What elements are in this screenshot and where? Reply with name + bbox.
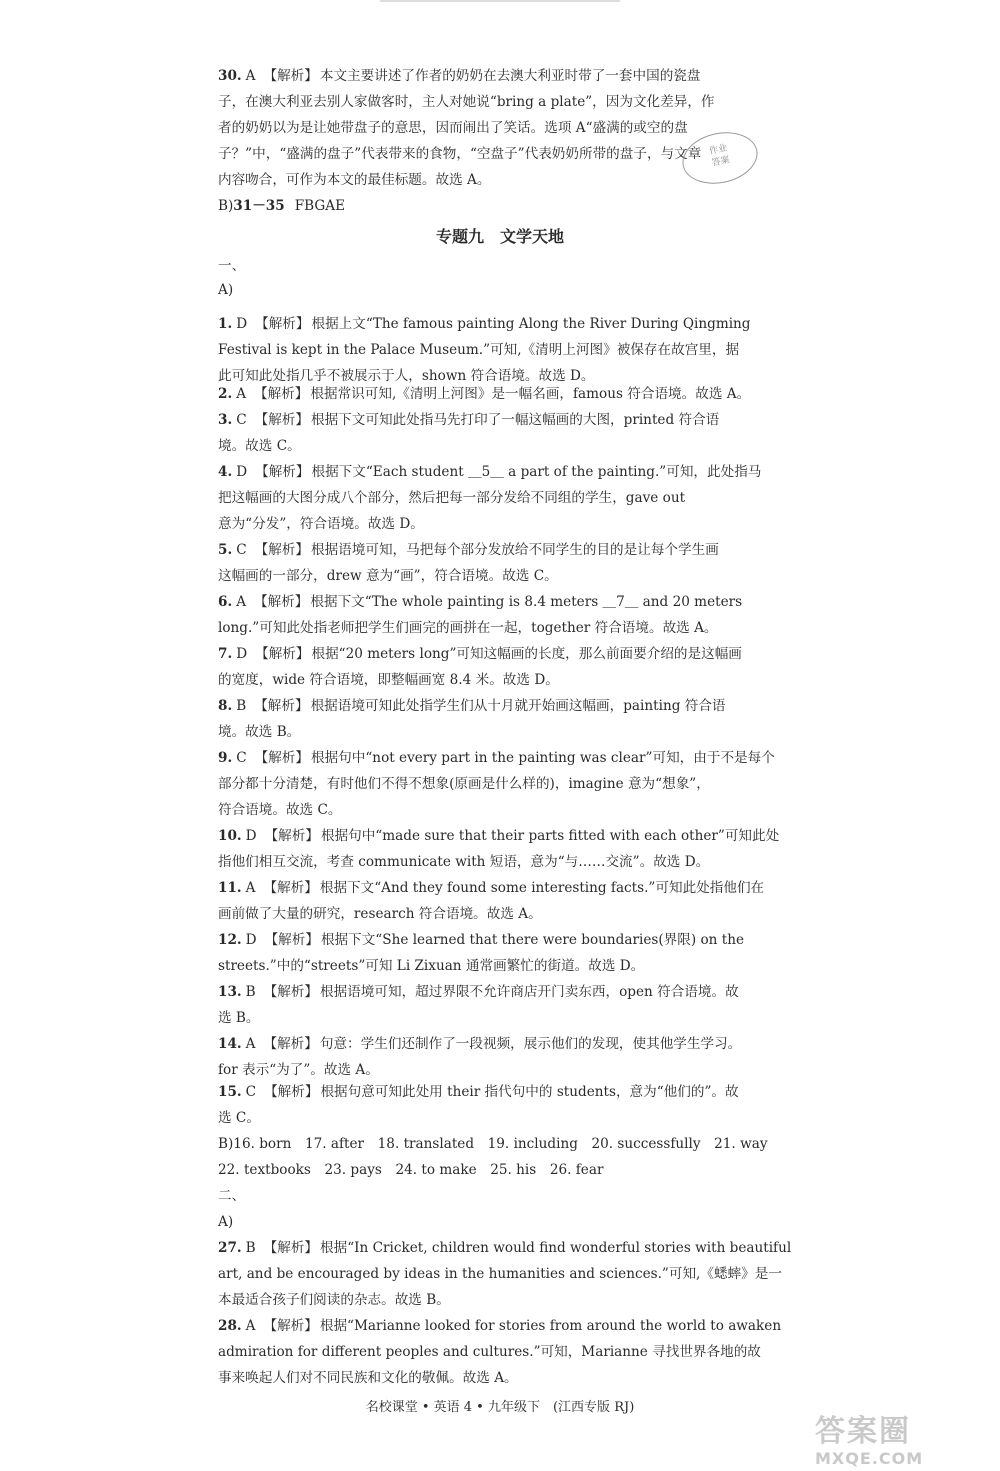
item-continuation-line <box>218 904 808 924</box>
item-continuation-line <box>218 800 808 820</box>
line-text: 者的奶奶以为是让她带盘子的意思，因而闹出了笑话。选项 A“盛满的或空的盘 <box>218 120 688 136</box>
item-continuation-line <box>218 956 808 976</box>
item-answer: D <box>236 646 248 662</box>
analysis-tag: 【解析】 <box>263 1318 318 1334</box>
item-first-line <box>218 748 808 768</box>
line-text: 根据语境可知，马把每个部分发放给不同学生的目的是让每个学生画 <box>310 542 719 558</box>
top-divider <box>380 0 620 2</box>
text-line <box>218 66 808 86</box>
line-text: for 表示“为了”。故选 A。 <box>218 1062 379 1078</box>
item-number: 15. <box>218 1084 242 1100</box>
item-first-line <box>218 1082 808 1102</box>
item-answer: B <box>236 698 247 714</box>
b-answer-31-35 <box>218 196 808 216</box>
item-continuation-line <box>218 670 808 690</box>
item-number: 3. <box>218 412 233 428</box>
analysis-tag: 【解析】 <box>254 542 309 558</box>
line-text: 事来唤起人们对不同民族和文化的敬佩。故选 A。 <box>218 1370 518 1386</box>
item-number: 11. <box>218 880 242 896</box>
analysis-tag: 【解析】 <box>263 984 319 1000</box>
watermark-logo <box>815 1415 985 1471</box>
line-text: 句意：学生们还制作了一段视频，展示他们的发现，使其他学生学习。 <box>319 1036 742 1052</box>
line-text: 部分都十分清楚，有时他们不得不想象(原画是什么样的)，imagine 意为“想象”， <box>218 776 710 792</box>
line-text: 根据下文可知此处指马先打印了一幅这幅画的大图，printed 符合语 <box>310 412 720 428</box>
part-one-heading: 一、 <box>218 258 246 274</box>
item-answer: D <box>245 828 257 844</box>
item-continuation-line <box>218 488 808 508</box>
watermark-url: MXQE.COM <box>815 1449 924 1468</box>
line-text: 符合语境。故选 C。 <box>218 802 342 818</box>
item-continuation-line <box>218 436 808 456</box>
line-text: 境。故选 C。 <box>218 438 301 454</box>
item-answer: A <box>245 68 256 84</box>
item-answer: D <box>245 932 257 948</box>
line-text: 根据“In Cricket, children would find wonderful stories with beautiful <box>320 1240 792 1256</box>
item-number: 6. <box>218 594 233 610</box>
line-text: 根据语境可知此处指学生们从十月就开始画这幅画，painting 符合语 <box>310 698 726 714</box>
item-first-line <box>218 696 808 716</box>
line-text: 这幅画的一部分，drew 意为“画”，符合语境。故选 C。 <box>218 568 558 584</box>
stamp-text-1: 作业 <box>708 143 729 157</box>
item-continuation-line <box>218 1290 808 1310</box>
line-text: 选 B。 <box>218 1010 260 1026</box>
item-answer: D <box>236 464 248 480</box>
analysis-tag: 【解析】 <box>264 932 319 948</box>
item-first-line <box>218 462 808 482</box>
analysis-tag: 【解析】 <box>254 594 309 610</box>
line-text: 子，在澳大利亚去别人家做客时，主人对她说“bring a plate”，因为文化差异，作 <box>218 94 715 110</box>
item-continuation-line <box>218 1060 808 1080</box>
item-first-line <box>218 314 808 334</box>
analysis-tag: 【解析】 <box>255 316 310 332</box>
stamp-text-2: 答案 <box>710 155 731 169</box>
line-text: 根据常识可知,《清明上河图》是一幅名画，famous 符合语境。故选 A。 <box>310 386 751 402</box>
item-continuation-line <box>218 1008 808 1028</box>
item-continuation-line <box>218 1342 808 1362</box>
item-number: 4. <box>218 464 233 480</box>
item-number: 9. <box>218 750 233 766</box>
line-text: 根据语境可知，超过界限不允许商店开门卖东西，open 符合语境。故 <box>320 984 739 1000</box>
item-answer: C <box>236 412 247 428</box>
item-continuation-line <box>218 774 808 794</box>
page-footer: 名校课堂 • 英语 4 • 九年级下 (江西专版 RJ) <box>365 1400 635 1415</box>
item-number: 1. <box>218 316 233 332</box>
item-answer: C <box>236 750 247 766</box>
line-text: 根据“Marianne looked for stories from around the world to awaken <box>319 1318 782 1334</box>
analysis-tag: 【解析】 <box>254 386 309 402</box>
item-first-line <box>218 540 808 560</box>
item-first-line <box>218 410 808 430</box>
line-text: 根据句意可知此处用 their 指代句中的 students，意为“他们的”。故 <box>320 1084 739 1100</box>
item-first-line <box>218 644 808 664</box>
part-two-heading: 二、 <box>218 1188 246 1204</box>
item-continuation-line <box>218 1108 808 1128</box>
item-answer: A <box>245 1318 256 1334</box>
line-text: 境。故选 B。 <box>218 724 301 740</box>
item-number: 13. <box>218 984 242 1000</box>
line-text: 本最适合孩子们阅读的杂志。故选 B。 <box>218 1292 450 1308</box>
item-first-line <box>218 878 808 898</box>
line-text: 意为“分发”，符合语境。故选 D。 <box>218 516 424 532</box>
line-text: 根据下文“She learned that there were boundaries(界限) on the <box>320 932 744 948</box>
line-text: 画前做了大量的研究，research 符合语境。故选 A。 <box>218 906 542 922</box>
line-text: streets.”中的“streets”可知 Li Zixuan 通常画繁忙的街道。故选 D。 <box>218 958 645 974</box>
item-number: 10. <box>218 828 242 844</box>
item-first-line <box>218 1238 808 1258</box>
b-answers-22-26: 22. textbooks 23. pays 24. to make 25. his 26. fear <box>218 1162 604 1178</box>
analysis-tag: 【解析】 <box>255 464 310 480</box>
item-first-line <box>218 930 808 950</box>
item-continuation-line <box>218 722 808 742</box>
item-first-line <box>218 1034 808 1054</box>
line-text: 根据下文“And they found some interesting facts.”可知此处指他们在 <box>319 880 765 896</box>
item-first-line <box>218 1316 808 1336</box>
item-number: 7. <box>218 646 233 662</box>
line-text: art, and be encouraged by ideas in the humanities and sciences.”可知,《蟋蟀》是一 <box>218 1266 782 1282</box>
item-answer: A <box>245 1036 256 1052</box>
analysis-tag: 【解析】 <box>255 646 310 662</box>
line-text: long.”可知此处指老师把学生们画完的画拼在一起，together 符合语境。故选 A。 <box>218 620 718 636</box>
line-text: 选 C。 <box>218 1110 260 1126</box>
item-continuation-line <box>218 852 808 872</box>
line-text: 本文主要讲述了作者的奶奶在去澳大利亚时带了一套中国的瓷盘 <box>319 68 701 84</box>
part-two-a: A) <box>218 1214 234 1230</box>
line-text: 子？”中，“盛满的盘子”代表带来的食物，“空盘子”代表奶奶所带的盘子，与文章 <box>218 146 702 162</box>
item-answer: B <box>245 1240 256 1256</box>
item-number: 8. <box>218 698 233 714</box>
item-continuation-line <box>218 566 808 586</box>
item-first-line <box>218 826 808 846</box>
item-first-line <box>218 384 808 404</box>
item-continuation-line <box>218 1264 808 1284</box>
item-number: 30. <box>218 68 242 84</box>
item-number: 12. <box>218 932 242 948</box>
item-answer: A <box>245 880 256 896</box>
line-text: 根据句中“not every part in the painting was clear”可知，由于不是每个 <box>310 750 775 766</box>
b-range: 31－35 <box>233 198 285 214</box>
item-answer: C <box>245 1084 257 1100</box>
analysis-tag: 【解析】 <box>263 68 318 84</box>
line-text: admiration for different peoples and cultures.”可知，Marianne 寻找世界各地的故 <box>218 1344 761 1360</box>
analysis-tag: 【解析】 <box>263 1240 319 1256</box>
part-one-a: A) <box>218 282 234 298</box>
b-answers: FBGAE <box>294 198 346 214</box>
analysis-tag: 【解析】 <box>263 880 318 896</box>
analysis-tag: 【解析】 <box>254 412 309 428</box>
item-continuation-line <box>218 514 808 534</box>
b-prefix: B) <box>218 198 234 214</box>
item-number: 2. <box>218 386 233 402</box>
line-text: 根据句中“made sure that their parts fitted with each other”可知此处 <box>320 828 780 844</box>
text-line <box>218 92 808 112</box>
item-number: 28. <box>218 1318 242 1334</box>
line-text: 内容吻合，可作为本文的最佳标题。故选 A。 <box>218 172 491 188</box>
item-answer: D <box>236 316 248 332</box>
item-continuation-line <box>218 618 808 638</box>
watermark-text: 答案圈 <box>815 1414 911 1449</box>
analysis-tag: 【解析】 <box>264 1084 319 1100</box>
item-first-line <box>218 592 808 612</box>
line-text: 把这幅画的大图分成八个部分，然后把每一部分发给不同组的学生，gave out <box>218 490 686 506</box>
item-continuation-line <box>218 340 808 360</box>
item-number: 5. <box>218 542 233 558</box>
line-text: 根据上文“The famous painting Along the River During Qingming <box>311 316 751 332</box>
line-text: 根据下文“Each student ＿5＿ a part of the painting.”可知，此处指马 <box>311 464 762 480</box>
item-number: 27. <box>218 1240 242 1256</box>
analysis-tag: 【解析】 <box>264 828 319 844</box>
item-continuation-line <box>218 1368 808 1388</box>
section-title: 专题九 文学天地 <box>435 227 564 246</box>
line-text: 的宽度，wide 符合语境，即整幅画宽 8.4 米。故选 D。 <box>218 672 559 688</box>
analysis-tag: 【解析】 <box>254 698 309 714</box>
analysis-tag: 【解析】 <box>263 1036 318 1052</box>
line-text: 根据下文“The whole painting is 8.4 meters ＿7＿ and 20 meters <box>310 594 743 610</box>
item-number: 14. <box>218 1036 242 1052</box>
item-answer: A <box>236 386 247 402</box>
item-answer: B <box>245 984 256 1000</box>
line-text: 根据“20 meters long”可知这幅画的长度，那么前面要介绍的是这幅画 <box>311 646 742 662</box>
analysis-tag: 【解析】 <box>254 750 309 766</box>
b-answers-16-21: B)16. born 17. after 18. translated 19. including 20. successfully 21. way <box>218 1136 768 1152</box>
line-text: Festival is kept in the Palace Museum.”可知,《清明上河图》被保存在故宫里，据 <box>218 342 740 358</box>
item-first-line <box>218 982 808 1002</box>
line-text: 指他们相互交流，考查 communicate with 短语，意为“与……交流”。故选 D。 <box>218 854 710 870</box>
item-answer: A <box>236 594 247 610</box>
item-answer: C <box>236 542 247 558</box>
line-text: 此可知此处指几乎不被展示于人，shown 符合语境。故选 D。 <box>218 368 595 384</box>
item-continuation-line <box>218 366 808 386</box>
